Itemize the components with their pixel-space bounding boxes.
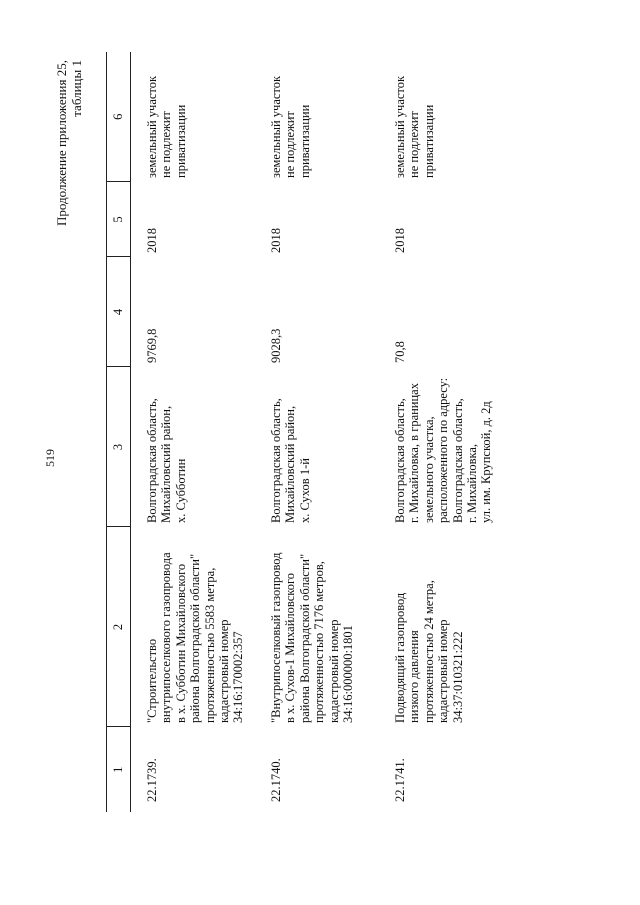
object-name-line: протяженностью 7176 метров, — [312, 561, 327, 723]
object-year: 2018 — [393, 228, 407, 253]
object-name-line: протяженностью 24 метра, — [421, 580, 436, 723]
object-name-line: "Строительство — [145, 638, 159, 723]
object-name-line: 34:16:000000:1801 — [341, 625, 356, 723]
address-line: ул. им. Крупской, д. 2д — [479, 401, 494, 523]
row-number: 22.1740. — [269, 758, 283, 802]
table-row — [131, 52, 256, 812]
address-line: х. Сухов 1-й — [297, 458, 312, 523]
address-line: Михайловский район, — [159, 405, 174, 523]
note-line: приватизации — [173, 104, 188, 178]
object-note — [255, 52, 379, 182]
column-header-6: 6 — [107, 52, 131, 182]
column-header-3: 3 — [107, 367, 131, 527]
address-line: Волгоградская область, — [145, 398, 159, 523]
note-line: приватизации — [297, 104, 312, 178]
object-name-line: Подводящий газопровод — [393, 592, 407, 723]
note-line: не подлежит — [283, 111, 298, 178]
object-name-line: кадастровый номер — [436, 619, 451, 723]
object-area: 9769,8 — [145, 328, 159, 363]
address-line: земельного участка, — [421, 416, 436, 523]
object-name-line: кадастровый номер — [326, 619, 341, 723]
row-number: 22.1741. — [393, 758, 407, 802]
object-address — [379, 367, 503, 527]
address-line: х. Субботин — [173, 458, 188, 523]
object-name-line: района Волгоградской области" — [297, 553, 312, 723]
object-name-line: 34:16:170002:357 — [231, 631, 246, 723]
address-line: Волгоградская область, — [269, 398, 283, 523]
row-number: 22.1739. — [145, 758, 159, 802]
table-caption — [54, 60, 84, 812]
rotated-page-content — [54, 52, 614, 812]
object-name-line: внутрипоселкового газопровода — [159, 552, 174, 723]
address-line: расположенного по адресу: — [436, 377, 451, 523]
address-line: г. Михайловка, в границах — [407, 383, 422, 523]
note-line: земельный участок — [393, 75, 407, 178]
note-line: приватизации — [421, 104, 436, 178]
caption-line-1: Продолжение приложения 25, — [54, 60, 69, 227]
object-name-line: в х. Сухов-1 Михайловского — [283, 572, 298, 723]
header-row — [107, 52, 131, 812]
object-address — [131, 367, 256, 527]
object-name — [255, 527, 379, 727]
page-number: 519 — [42, 449, 57, 467]
object-area: 9028,3 — [269, 328, 283, 363]
table-row — [255, 52, 379, 812]
object-area: 70,8 — [393, 341, 407, 363]
column-header-1: 1 — [107, 727, 131, 812]
column-header-2: 2 — [107, 527, 131, 727]
object-name-line: низкого давления — [407, 630, 422, 723]
note-line: не подлежит — [159, 111, 174, 178]
object-name-line: района Волгоградской области" — [188, 553, 203, 723]
table-row — [379, 52, 503, 812]
note-line: земельный участок — [269, 75, 283, 178]
object-name — [379, 527, 503, 727]
object-year: 2018 — [269, 228, 283, 253]
object-year: 2018 — [145, 228, 159, 253]
caption-line-2: таблицы 1 — [69, 60, 84, 117]
address-line: Волгоградская область, — [393, 398, 407, 523]
object-name-line: в х. Субботин Михайловского — [173, 563, 188, 723]
note-line: земельный участок — [145, 75, 159, 178]
object-note — [379, 52, 503, 182]
address-line: Волгоградская область, — [450, 398, 465, 523]
column-header-5: 5 — [107, 182, 131, 257]
object-note — [131, 52, 256, 182]
column-header-4: 4 — [107, 257, 131, 367]
address-line: г. Михайловка, — [465, 443, 480, 523]
object-name-line: протяженностью 5583 метра, — [202, 567, 217, 723]
property-table — [106, 52, 503, 812]
address-line: Михайловский район, — [283, 405, 298, 523]
object-name — [131, 527, 256, 727]
note-line: не подлежит — [407, 111, 422, 178]
object-address — [255, 367, 379, 527]
object-name-line: 34:37:010321:222 — [450, 631, 465, 723]
object-name-line: "Внутрипоселковый газопровод — [269, 552, 283, 723]
object-name-line: кадастровый номер — [217, 619, 232, 723]
